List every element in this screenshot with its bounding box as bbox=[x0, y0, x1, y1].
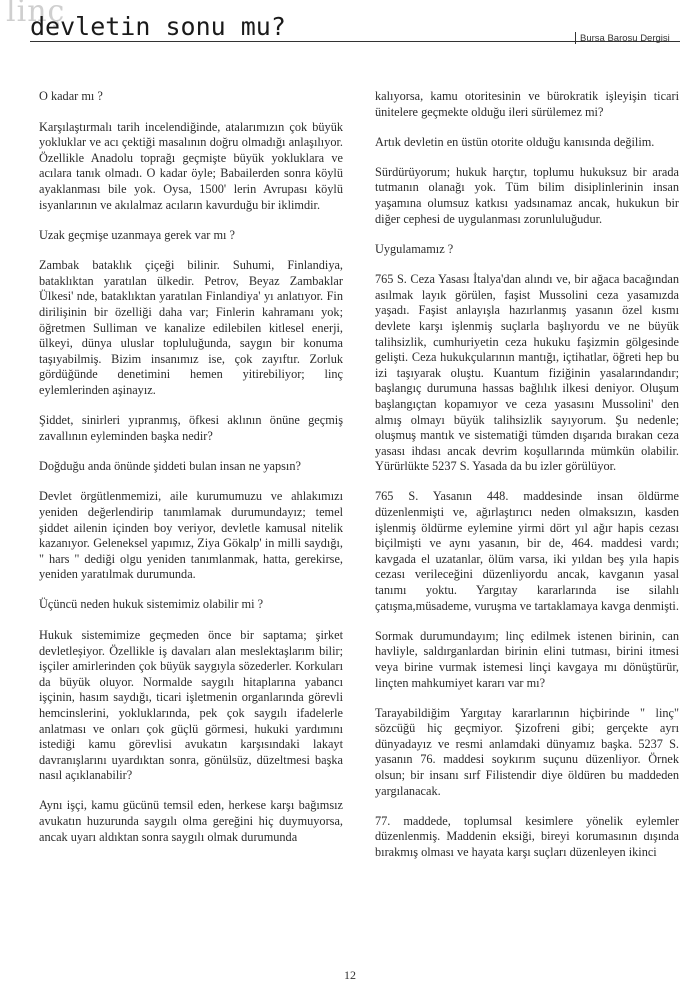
paragraph: Aynı işçi, kamu gücünü temsil eden, herkese karşı bağımsız avukatın huzurunda saygılı olma gereğini hiç duymuyorsa, ancak uyarı aldıktan sonra saygılı olmak durumunda bbox=[39, 798, 343, 844]
journal-name: Bursa Barosu Dergisi bbox=[580, 33, 670, 44]
paragraph: Artık devletin en üstün otorite olduğu kanısında değilim. bbox=[375, 134, 655, 149]
paragraph: Sürdürüyorum; hukuk harçtır, toplumu hukuksuz bir arada tutmanın olanağı yok. Tüm bilim disiplinlerinin insan yaşamına olumsuz katkısı yadsınamaz ancak, hukukun bir diğer cephesi de uygulanması zorunluluğudur. bbox=[375, 164, 679, 226]
paragraph: Zambak bataklık çiçeği bilinir. Suhumi, Finlandiya, bataklıktan yaratılan ülkedir. Petrov, Beyaz Zambaklar Ülkesi' nde, bataklıktan yaratılan Finlandiya' yı anlatıyor. Fin dirilişinin bir özelliği daha var; Finlerin kahramanı yok; öğretmen Sulliman ve kanalize edilebilen kitlesel enerji, ülkeyi, dünya uluslar topluluğunda, saygın bir konuma taşıyabilmiş. Bizim insanımız ise, çok zayıftır. Zorluk gördüğünde denetimini hemen yitirebiliyor; linç eylemlerinden aşinayız. bbox=[39, 258, 343, 397]
paragraph: Uygulamamız ? bbox=[375, 241, 454, 256]
paragraph: Sormak durumundayım; linç edilmek istenen birinin, can havliyle, saldırganlardan birinin elini tutması, birini itmesi veya birine vurmak istemesi linçi kavgaya mı dönüştürür, linçten mahkumiyet kararı var mı? bbox=[375, 628, 679, 690]
paragraph: 77. maddede, toplumsal kesimlere yönelik eylemler düzenlenmiş. Maddenin eksiği, bireyi korumasının dışında bırakmış olması ve hayata karşı suçları düzenleyen ikinci bbox=[375, 813, 679, 859]
running-title: devletin sonu mu? bbox=[30, 12, 286, 41]
page-header bbox=[0, 0, 700, 50]
paragraph: Tarayabildiğim Yargıtay kararlarının hiçbirinde " linç" sözcüğü hiç geçmiyor. Şizofreni gibi; gerçekte ayrı dünyadayız ve resmi anlamdaki dünyamız başka. 5237 S. yasanın 76. maddesi soykırım suçunu düzenliyor. Örnek olsun; bir insanı sırf Filistendir diye öldüren bu maddeden yargılanacak. bbox=[375, 705, 679, 798]
paragraph: Uzak geçmişe uzanmaya gerek var mı ? bbox=[39, 227, 235, 242]
paragraph: 765 S. Ceza Yasası İtalya'dan alındı ve, bir ağaca bacağından asılmak layık görülen, faşist Mussolini ceza yasamızda yaşadı. Faşist anlayışla hazırlanmış yasanın özel kısmı devlete karşı işlenmiş suçlarla başlıyordu ve ne büyük talihsizlik, cumhuriyetin ceza hukuku faşizmin gölgesinde gelişti. Ceza hukukçularının mantığı, içtihatlar, öğreti hep bu izi taşıyarak oluştu. Kuantum fiziğinin yasalarındandır; başlangıç durumuna hassas bağlılık ilkesi deniyor. Oluşum başlangıçtan kopamıyor ve ceza yasasını Mussolini' den almış olmayı büyük talihsizlik sayıyorum. Şu nedenle; oluşmuş mantık ve sistematiği tümden dışarıda bırakan ceza yasası ihdası ancak devrim koşullarında mümkün olabilir. Yürürlükte 5237 S. Yasada da bu izler görülüyor. bbox=[375, 272, 679, 474]
header-divider-tick bbox=[575, 32, 576, 44]
left-column bbox=[39, 89, 343, 860]
paragraph: Doğduğu anda önünde şiddeti bulan insan ne yapsın? bbox=[39, 458, 301, 473]
page-number: 12 bbox=[344, 968, 356, 982]
paragraph: Devlet örgütlenmemizi, aile kurumumuzu ve ahlakımızı yeniden değerlendirip tanımlamak durumundayız; temel şiddet ailenin içinden boy veriyor, devletle kamusal nitelik kazanıyor. Geleneksel yapımız, Ziya Gökalp' in milli saydığı, " hars " dediği olgu yeniden tanımlanmak, hatta, gerekirse, yeniden yaratılmak durumunda. bbox=[39, 489, 343, 582]
paragraph: O kadar mı ? bbox=[39, 89, 103, 103]
paragraph: kalıyorsa, kamu otoritesinin ve bürokratik işleyişin ticari ünitelere geçmekte olduğu ileri sürülemez mi? bbox=[375, 89, 679, 119]
paragraph: Karşılaştırmalı tarih incelendiğinde, atalarımızın çok büyük yokluklar ve acı çektiği masalının doğru olmadığı anlaşılıyor. Özellikle Anadolu toprağı geçmişte büyük yokluklara ve acılara tanık olmadı. O kadar öyle; Babailerden sonra köylü ayaklanması bile yok. Oysa, 1500' lerin Avrupası köylü isyanlarının ve akılalmaz acıların kavurduğu bir iklimdir. bbox=[39, 119, 343, 212]
bleed-through-text: linç bbox=[6, 0, 66, 29]
paragraph: Şiddet, sinirleri yıpranmış, öfkesi aklının önüne geçmiş zavallının eyleminden başka nedir? bbox=[39, 413, 343, 443]
paragraph: Hukuk sistemimize geçmeden önce bir saptama; şirket devletleşiyor. Özellikle iş davaları alan meslektaşlarım bilir; işçiler amirlerinden çok büyük saygıyla sözederler. Korkuları da büyük oluyor. Normalde saygılı hitaplarına yabancı işçinin, hasım saydığı, ticari işletmenin organlarında görevli hemcinslerini, yokluklarında, pek çok saygılı ifadelerle anlatması ve onları çok güçlü görmesi, hukuki yardımını istediği kamu görevlisi avukatın karşısındaki lakayt davranışlarını uyardıktan sonra, gönülsüz, düzeltmesi başka nasıl açıklanabilir? bbox=[39, 628, 343, 783]
right-column bbox=[375, 89, 679, 875]
paragraph: 765 S. Yasanın 448. maddesinde insan öldürme düzenlenmişti ve, ağırlaştırıcı neden olmaksızın, kasden işlenmiş öldürme eylemine yirmi dört yıl ağır hapis cezası biçilmişti ve aynı yasanın, bir de, 464. maddesi vardı; kavgada el uzatanlar, ölüm varsa, iki yıldan beş yıla hapis cezası verileceğini düzenliyordu ancak, kavganın yasal tanımı yoktu. Yargıtay kararlarında ise silahlı çatışma,müsademe, vuruşma ve tartaklamaya kavga denmişti. bbox=[375, 489, 679, 613]
paragraph: Üçüncü neden hukuk sistemimiz olabilir mi ? bbox=[39, 597, 264, 612]
